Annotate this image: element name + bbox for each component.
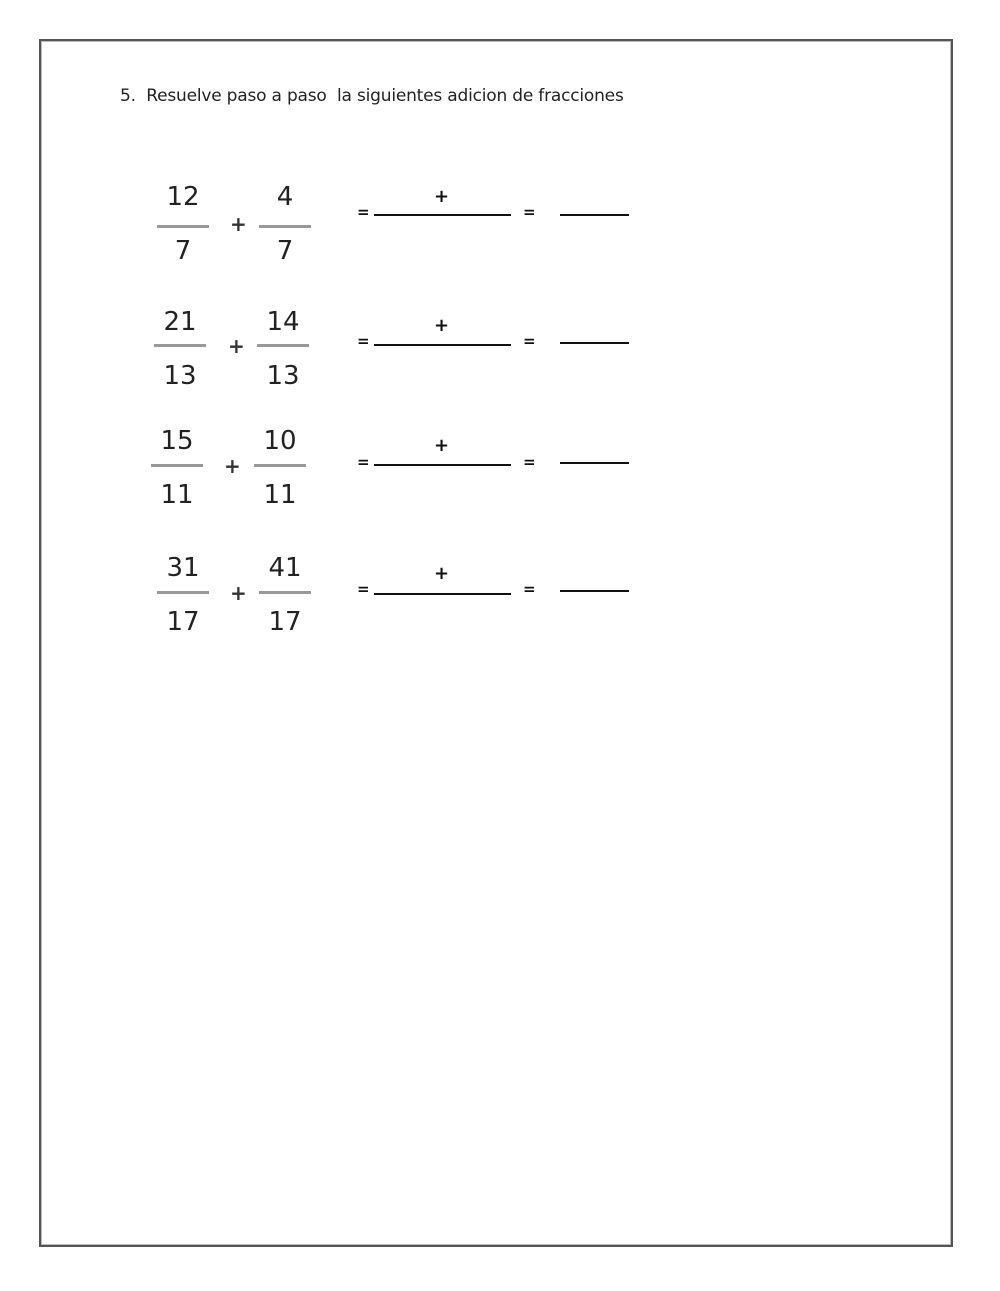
fraction-b (255, 307, 311, 397)
numerator: 41 (268, 553, 302, 583)
fraction-b (252, 426, 308, 516)
denominator: 11 (160, 480, 194, 510)
plus-sign: + (230, 581, 247, 605)
numerator: 31 (166, 553, 200, 583)
fraction-b (257, 553, 313, 643)
equals-sign: = (523, 332, 536, 350)
plus-sign: + (224, 454, 241, 478)
denominator: 7 (174, 236, 192, 266)
numerator: 10 (263, 426, 297, 456)
equals-sign: = (523, 453, 536, 471)
fraction-bar (157, 591, 209, 594)
answer-line-step (374, 344, 511, 346)
step-plus-sign: + (434, 563, 450, 584)
fraction-bar (254, 464, 306, 467)
answer-line-result (560, 214, 629, 216)
fraction-a (155, 553, 211, 643)
fraction-a (149, 426, 205, 516)
answer-line-result (560, 590, 629, 592)
equals-sign: = (357, 580, 370, 598)
answer-line-result (560, 462, 629, 464)
denominator: 11 (263, 480, 297, 510)
numerator: 4 (276, 182, 294, 212)
instruction-text: 5. Resuelve paso a paso la siguientes adicion de fracciones (120, 86, 624, 106)
denominator: 7 (276, 236, 294, 266)
equals-sign: = (523, 580, 536, 598)
fraction-b (257, 182, 313, 272)
fraction-bar (157, 225, 209, 228)
denominator: 13 (266, 361, 300, 391)
answer-line-step (374, 593, 511, 595)
fraction-bar (257, 344, 309, 347)
exercise-row (0, 426, 1000, 526)
numerator: 14 (266, 307, 300, 337)
denominator: 17 (166, 607, 200, 637)
fraction-bar (259, 591, 311, 594)
denominator: 17 (268, 607, 302, 637)
exercise-row (0, 182, 1000, 282)
answer-line-step (374, 464, 511, 466)
numerator: 12 (166, 182, 200, 212)
step-plus-sign: + (434, 186, 450, 207)
plus-sign: + (230, 212, 247, 236)
numerator: 21 (163, 307, 197, 337)
step-plus-sign: + (434, 435, 450, 456)
fraction-bar (151, 464, 203, 467)
exercise-row (0, 307, 1000, 407)
step-plus-sign: + (434, 315, 450, 336)
fraction-a (152, 307, 208, 397)
equals-sign: = (357, 453, 370, 471)
equals-sign: = (523, 203, 536, 221)
plus-sign: + (228, 334, 245, 358)
denominator: 13 (163, 361, 197, 391)
exercise-row (0, 553, 1000, 653)
fraction-a (155, 182, 211, 272)
numerator: 15 (160, 426, 194, 456)
equals-sign: = (357, 203, 370, 221)
fraction-bar (259, 225, 311, 228)
fraction-bar (154, 344, 206, 347)
answer-line-result (560, 342, 629, 344)
equals-sign: = (357, 332, 370, 350)
answer-line-step (374, 214, 511, 216)
